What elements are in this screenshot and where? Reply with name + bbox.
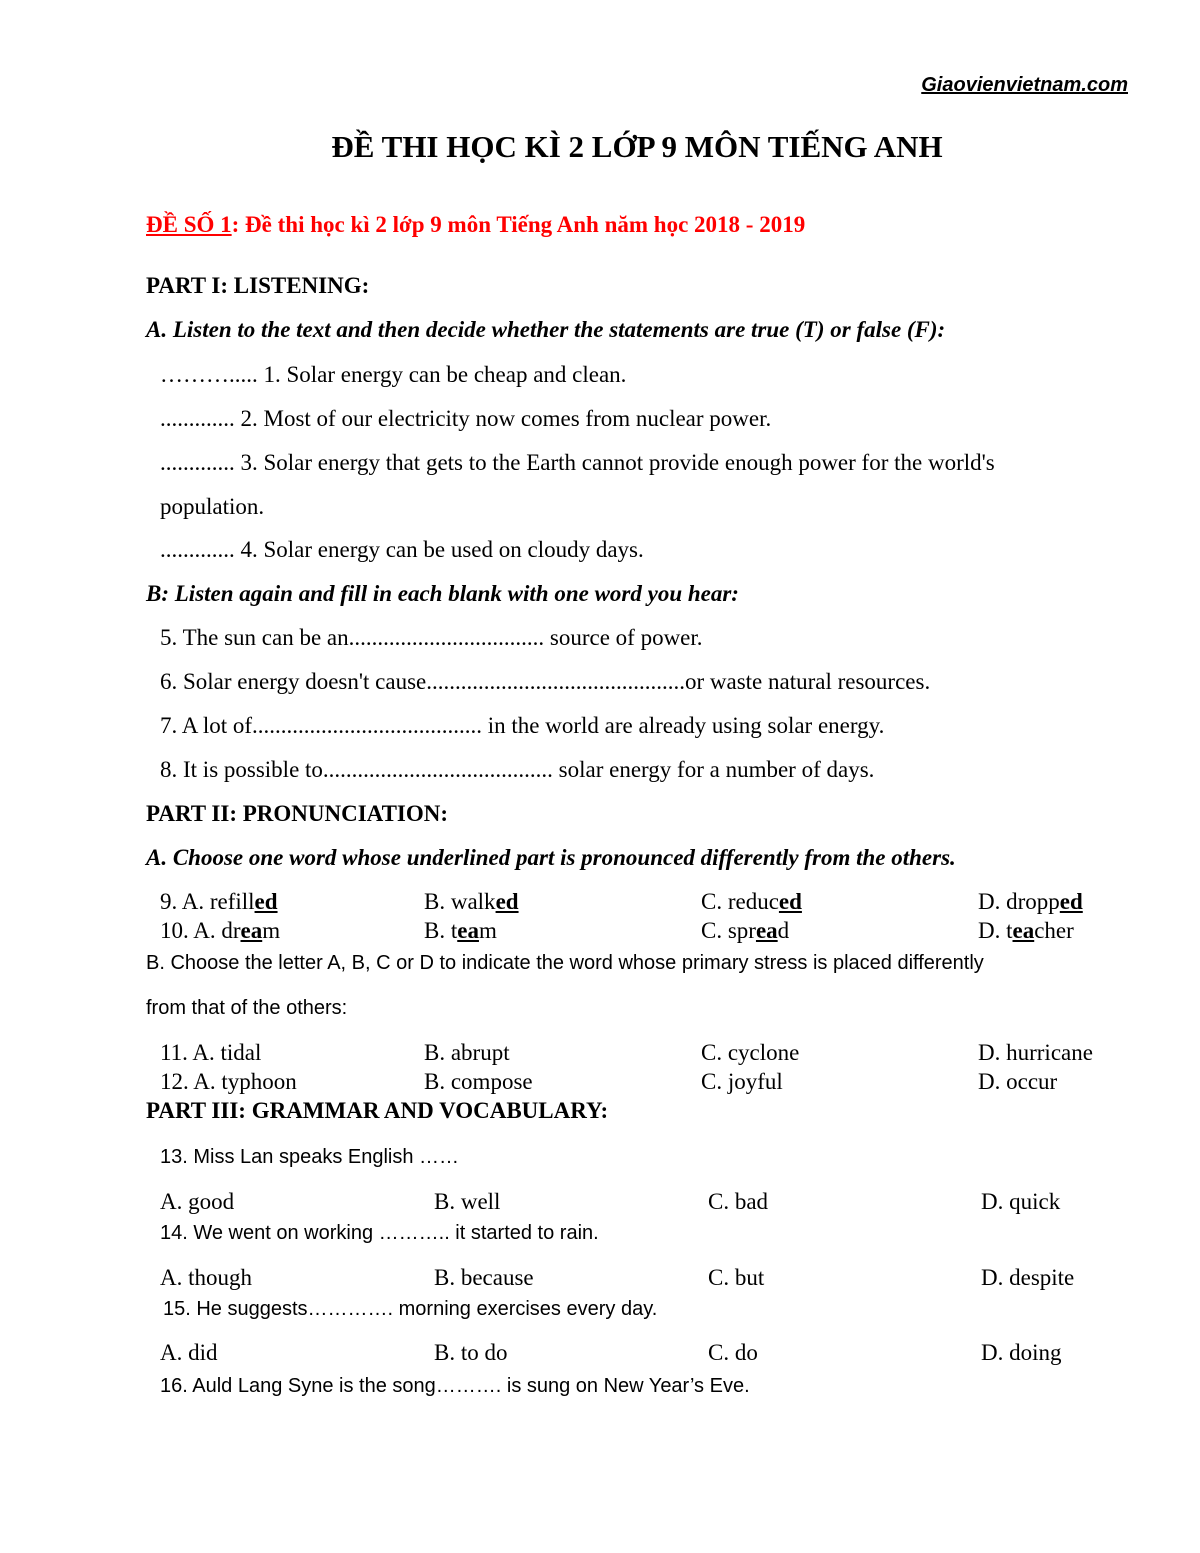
- question-8: 8. It is possible to........................................ solar energy for a number of days.: [160, 757, 875, 782]
- q14-option-b: B. because: [434, 1265, 534, 1290]
- q9-option-d: [978, 888, 1083, 916]
- q11-option-d: D. hurricane: [978, 1040, 1093, 1065]
- question-13: 13. Miss Lan speaks English ……: [160, 1146, 460, 1168]
- question-3: ............. 3. Solar energy that gets to the Earth cannot provide enough power for the world's: [160, 450, 995, 475]
- q9-d-underlined: ed: [1059, 889, 1083, 914]
- part2-b-instruction: B. Choose the letter A, B, C or D to indicate the word whose primary stress is placed differently: [146, 952, 984, 974]
- q10-b-tail: m: [478, 918, 497, 943]
- q15-option-b: B. to do: [434, 1340, 508, 1365]
- question-2: ............. 2. Most of our electricity now comes from nuclear power.: [160, 406, 772, 431]
- exam-subtitle-text: : Đề thi học kì 2 lớp 9 môn Tiếng Anh năm học 2018 - 2019: [231, 212, 806, 237]
- question-1: ………..... 1. Solar energy can be cheap and clean.: [160, 362, 627, 387]
- q9-option-a: [160, 888, 278, 916]
- q9-c-text: C. reduc: [701, 889, 779, 914]
- question-6: 6. Solar energy doesn't cause.............................................or waste natural resources.: [160, 669, 931, 694]
- question-4: ............. 4. Solar energy can be used on cloudy days.: [160, 537, 644, 562]
- q14-option-a: A. though: [160, 1265, 252, 1290]
- page-title: ĐỀ THI HỌC KÌ 2 LỚP 9 MÔN TIẾNG ANH: [331, 129, 943, 164]
- q10-c-tail: d: [777, 918, 790, 943]
- question-16: 16. Auld Lang Syne is the song………. is sung on New Year’s Eve.: [160, 1375, 750, 1397]
- q10-b-text: B. t: [424, 918, 458, 943]
- q10-option-b: [424, 917, 497, 945]
- q14-option-c: C. but: [708, 1265, 765, 1290]
- part1-b-instruction: B: Listen again and fill in each blank with one word you hear:: [146, 581, 739, 606]
- q15-option-d: D. doing: [981, 1340, 1062, 1365]
- question-14: 14. We went on working ……….. it started to rain.: [160, 1222, 599, 1244]
- q11-option-a: 11. A. tidal: [160, 1040, 262, 1065]
- part2-b-instruction-continued: from that of the others:: [146, 997, 348, 1019]
- q9-b-text: B. walk: [424, 889, 496, 914]
- site-watermark[interactable]: Giaovienvietnam.com: [921, 74, 1128, 96]
- q15-option-a: A. did: [160, 1340, 218, 1365]
- q12-option-c: C. joyful: [701, 1069, 783, 1094]
- q9-a-underlined: ed: [254, 889, 278, 914]
- q9-d-text: D. dropp: [978, 889, 1060, 914]
- q10-a-text: 10. A. dr: [160, 918, 241, 943]
- exam-number-label: ĐỀ SỐ 1: [146, 212, 232, 237]
- q11-option-c: C. cyclone: [701, 1040, 800, 1065]
- q10-option-d: [978, 917, 1074, 945]
- part3-heading: PART III: GRAMMAR AND VOCABULARY:: [146, 1098, 609, 1123]
- q9-a-text: 9. A. refill: [160, 889, 255, 914]
- part2-a-instruction: A. Choose one word whose underlined part is pronounced differently from the others.: [146, 845, 956, 870]
- q9-option-c: [701, 888, 802, 916]
- q13-option-a: A. good: [160, 1189, 235, 1214]
- q10-option-a: [160, 917, 280, 945]
- q12-option-b: B. compose: [424, 1069, 533, 1094]
- q9-option-b: [424, 888, 519, 916]
- q10-a-underlined: ea: [240, 918, 263, 943]
- question-7: 7. A lot of........................................ in the world are already using solar energy.: [160, 713, 885, 738]
- q10-b-underlined: ea: [457, 918, 479, 943]
- question-15: 15. He suggests…………. morning exercises every day.: [163, 1298, 658, 1320]
- question-3-continued: population.: [160, 494, 265, 519]
- q9-c-underlined: ed: [778, 889, 802, 914]
- q10-option-c: [701, 917, 789, 945]
- q9-b-underlined: ed: [495, 889, 519, 914]
- q12-option-a: 12. A. typhoon: [160, 1069, 297, 1094]
- q11-option-b: B. abrupt: [424, 1040, 510, 1065]
- q10-d-underlined: ea: [1012, 918, 1035, 943]
- part2-heading: PART II: PRONUNCIATION:: [146, 801, 449, 826]
- q13-option-d: D. quick: [981, 1189, 1061, 1214]
- part1-heading: PART I: LISTENING:: [146, 273, 370, 298]
- part1-a-instruction: A. Listen to the text and then decide whether the statements are true (T) or false (F):: [146, 317, 946, 342]
- q10-d-tail: cher: [1034, 918, 1074, 943]
- q13-option-b: B. well: [434, 1189, 501, 1214]
- q10-c-text: C. spr: [701, 918, 756, 943]
- q10-a-tail: m: [262, 918, 281, 943]
- q15-option-c: C. do: [708, 1340, 758, 1365]
- q10-d-text: D. t: [978, 918, 1013, 943]
- q10-c-underlined: ea: [755, 918, 778, 943]
- q14-option-d: D. despite: [981, 1265, 1075, 1290]
- exam-subtitle: [146, 211, 805, 239]
- question-5: 5. The sun can be an.................................. source of power.: [160, 625, 703, 650]
- q12-option-d: D. occur: [978, 1069, 1058, 1094]
- q13-option-c: C. bad: [708, 1189, 769, 1214]
